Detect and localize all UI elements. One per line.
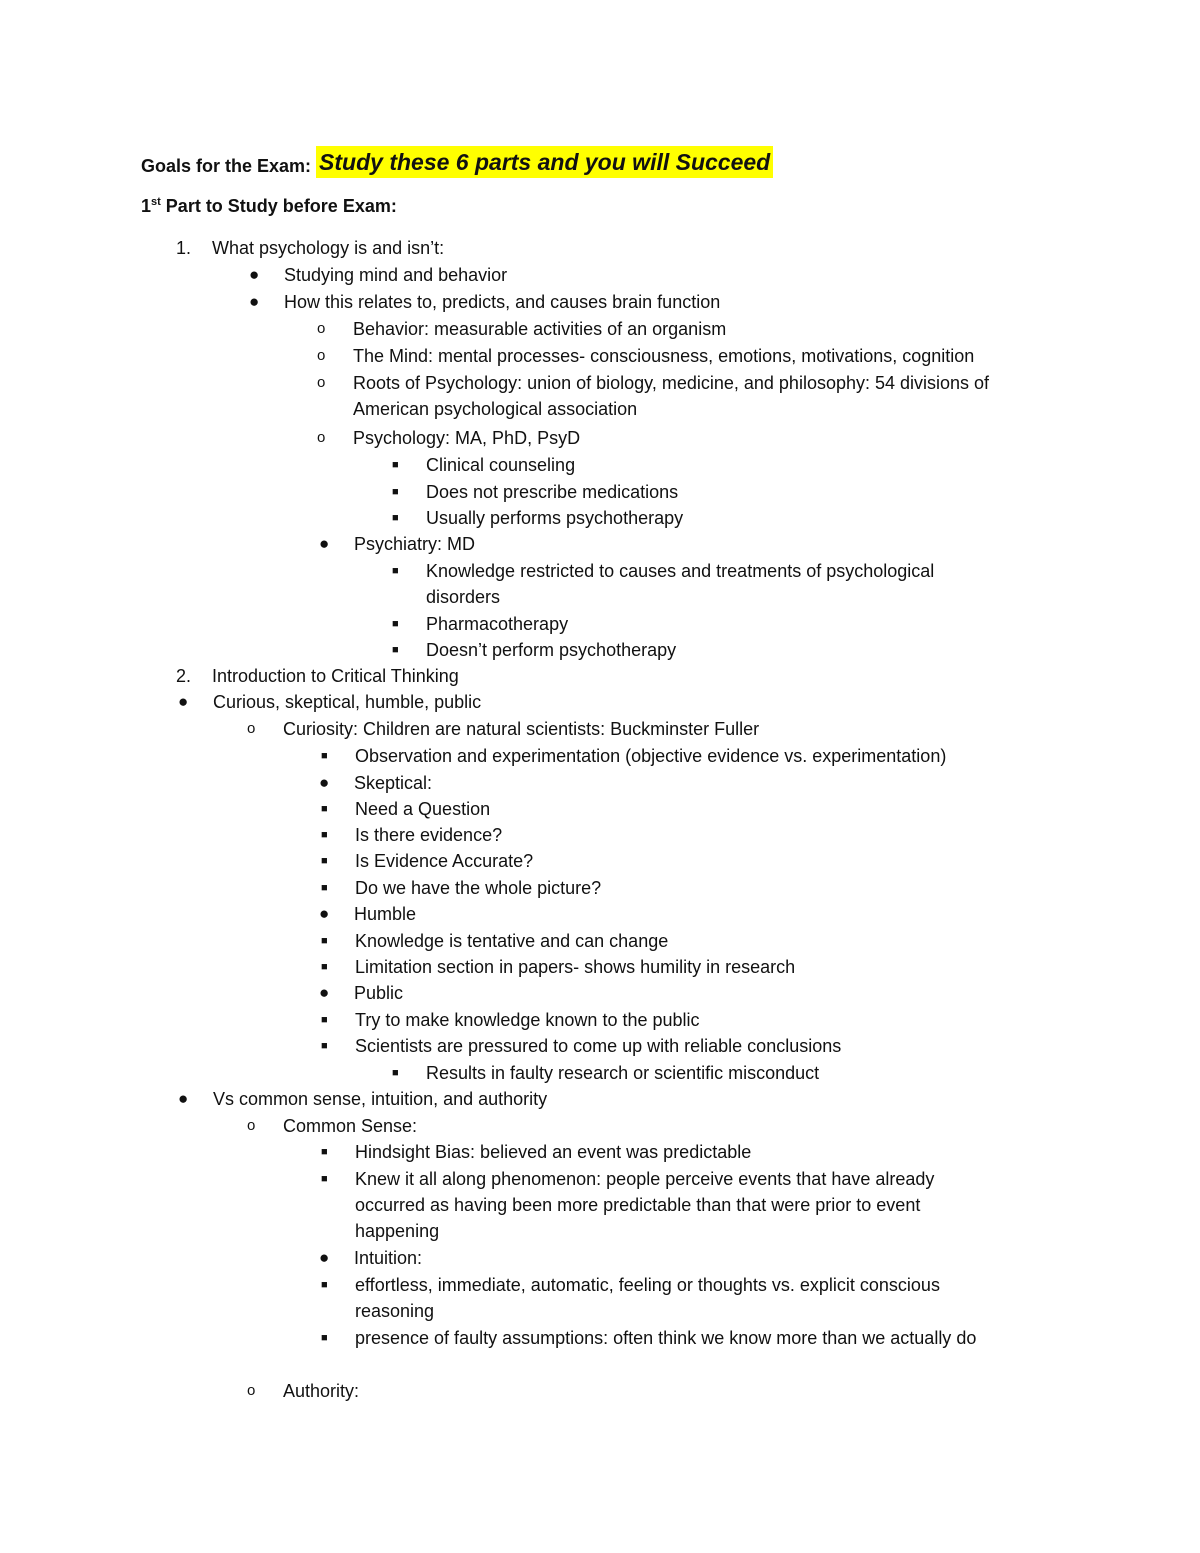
list-item-text: Does not prescribe medications (426, 482, 679, 502)
list-item-text: Clinical counseling (426, 455, 576, 475)
list-item-text: Behavior: measurable activities of an organism (353, 319, 727, 339)
bullet-dot-icon: ● (319, 773, 330, 792)
list-item-text: Humble (354, 904, 417, 924)
list-item (317, 822, 1077, 848)
title-label: Goals for the Exam: (141, 156, 312, 176)
bullet-square-icon: ■ (321, 935, 328, 947)
bullet-square-icon: ■ (392, 1067, 399, 1079)
part-ordinal: 1 (141, 196, 152, 216)
bullet-square-icon: ■ (321, 1146, 328, 1158)
list-item (388, 558, 1003, 610)
bullet-square-icon: ■ (321, 1332, 328, 1344)
list-item (317, 1166, 1007, 1244)
bullet-square-icon: ■ (392, 459, 399, 471)
part-heading (141, 193, 397, 219)
list-item (388, 1060, 1078, 1086)
list-item (317, 796, 1077, 822)
bullet-square-icon: ■ (321, 882, 328, 894)
list-item (317, 1139, 1077, 1165)
bullet-circle-icon: o (247, 1117, 256, 1134)
list-item (317, 425, 1077, 451)
list-item-text: Knowledge restricted to causes and treatments of psychological disorders (426, 561, 935, 607)
list-item-text: What psychology is and isn’t: (212, 238, 445, 258)
list-item-text: presence of faulty assumptions: often think we know more than we actually do (355, 1328, 977, 1348)
bullet-circle-icon: o (247, 720, 256, 737)
list-item (317, 531, 1077, 557)
bullet-circle-icon: o (317, 374, 326, 391)
list-item-text: Hindsight Bias: believed an event was predictable (355, 1142, 752, 1162)
list-item-text: Public (354, 983, 404, 1003)
bullet-square-icon: ■ (392, 565, 399, 577)
list-item (176, 689, 1076, 715)
list-item (247, 289, 1067, 315)
list-item-text: Limitation section in papers- shows humility in research (355, 957, 796, 977)
list-item-text: effortless, immediate, automatic, feeling or thoughts vs. explicit conscious reasoning (355, 1275, 940, 1321)
list-item (388, 611, 1078, 637)
list-item-text: Pharmacotherapy (426, 614, 569, 634)
list-item-text: Try to make knowledge known to the public (355, 1010, 700, 1030)
bullet-circle-icon: o (317, 429, 326, 446)
list-item-text: Intuition: (354, 1248, 423, 1268)
list-item-text: Curious, skeptical, humble, public (213, 692, 482, 712)
list-item (176, 1086, 1076, 1112)
list-item (317, 316, 1077, 342)
list-item (176, 663, 1076, 689)
bullet-square-icon: ■ (392, 644, 399, 656)
list-item (317, 848, 1077, 874)
list-item-text: Doesn’t perform psychotherapy (426, 640, 677, 660)
bullet-square-icon: ■ (321, 1279, 328, 1291)
list-item-text: Skeptical: (354, 773, 433, 793)
list-item-text: Usually performs psychotherapy (426, 508, 684, 528)
list-marker: 1. (176, 238, 192, 258)
list-item (247, 1378, 1077, 1404)
list-item (317, 1325, 1097, 1351)
bullet-square-icon: ■ (392, 512, 399, 524)
list-item (388, 637, 1078, 663)
list-item (317, 370, 1062, 422)
list-item (317, 928, 1077, 954)
bullet-circle-icon: o (317, 347, 326, 364)
list-item-text: Studying mind and behavior (284, 265, 508, 285)
bullet-square-icon: ■ (321, 1173, 328, 1185)
list-item-text: Vs common sense, intuition, and authority (213, 1089, 548, 1109)
list-item-text: Psychiatry: MD (354, 534, 476, 554)
bullet-dot-icon: ● (249, 292, 260, 311)
list-item-text: The Mind: mental processes- consciousness, emotions, motivations, cognition (353, 346, 975, 366)
bullet-square-icon: ■ (321, 750, 328, 762)
list-item-text: Common Sense: (283, 1116, 418, 1136)
list-item-text: Do we have the whole picture? (355, 878, 602, 898)
bullet-dot-icon: ● (249, 265, 260, 284)
list-item-text: Scientists are pressured to come up with reliable conclusions (355, 1036, 842, 1056)
list-item-text: Introduction to Critical Thinking (212, 666, 459, 686)
list-item (247, 262, 1067, 288)
list-item-text: Knowledge is tentative and can change (355, 931, 669, 951)
bullet-square-icon: ■ (321, 1014, 328, 1026)
list-item (317, 1272, 1017, 1324)
list-item-text: Observation and experimentation (objective evidence vs. experimentation) (355, 746, 947, 766)
list-item-text: Authority: (283, 1381, 360, 1401)
bullet-dot-icon: ● (319, 983, 330, 1002)
part-ordinal-suffix: st (151, 196, 161, 208)
exam-goals-title (141, 144, 773, 178)
list-item-text: How this relates to, predicts, and causes brain function (284, 292, 721, 312)
list-item (317, 770, 1077, 796)
list-item-text: Is there evidence? (355, 825, 503, 845)
list-item (317, 954, 1077, 980)
list-item (317, 1033, 1077, 1059)
list-item (388, 479, 1078, 505)
list-item (317, 875, 1077, 901)
bullet-dot-icon: ● (178, 1089, 189, 1108)
list-item-text: Curiosity: Children are natural scientists: Buckminster Fuller (283, 719, 760, 739)
list-item (176, 235, 1076, 261)
bullet-dot-icon: ● (319, 534, 330, 553)
list-item (317, 1245, 1077, 1271)
list-item (317, 901, 1077, 927)
list-item-text: Knew it all along phenomenon: people perceive events that have already occurred as having been more predictable than that were prior to event happening (355, 1169, 935, 1241)
bullet-dot-icon: ● (319, 1248, 330, 1267)
list-item-text: Is Evidence Accurate? (355, 851, 534, 871)
list-marker: 2. (176, 666, 192, 686)
list-item (317, 980, 1077, 1006)
title-highlight: Study these 6 parts and you will Succeed (316, 146, 773, 178)
part-heading-text: Part to Study before Exam: (160, 196, 397, 216)
bullet-square-icon: ■ (321, 855, 328, 867)
list-item (388, 452, 1078, 478)
list-item (317, 1007, 1077, 1033)
bullet-square-icon: ■ (321, 803, 328, 815)
bullet-square-icon: ■ (321, 961, 328, 973)
bullet-circle-icon: o (247, 1382, 256, 1399)
bullet-square-icon: ■ (321, 1040, 328, 1052)
list-item-text: Need a Question (355, 799, 491, 819)
list-item-text: Roots of Psychology: union of biology, medicine, and philosophy: 54 divisions of American psychological association (353, 373, 990, 419)
list-item (317, 743, 1077, 769)
list-item (247, 716, 1077, 742)
list-item (247, 1113, 1077, 1139)
bullet-circle-icon: o (317, 320, 326, 337)
bullet-square-icon: ■ (321, 829, 328, 841)
list-item-text: Results in faulty research or scientific misconduct (426, 1063, 820, 1083)
list-item-text: Psychology: MA, PhD, PsyD (353, 428, 581, 448)
bullet-dot-icon: ● (319, 904, 330, 923)
list-item (317, 343, 1077, 369)
bullet-square-icon: ■ (392, 618, 399, 630)
bullet-square-icon: ■ (392, 486, 399, 498)
list-item (388, 505, 1078, 531)
bullet-dot-icon: ● (178, 692, 189, 711)
